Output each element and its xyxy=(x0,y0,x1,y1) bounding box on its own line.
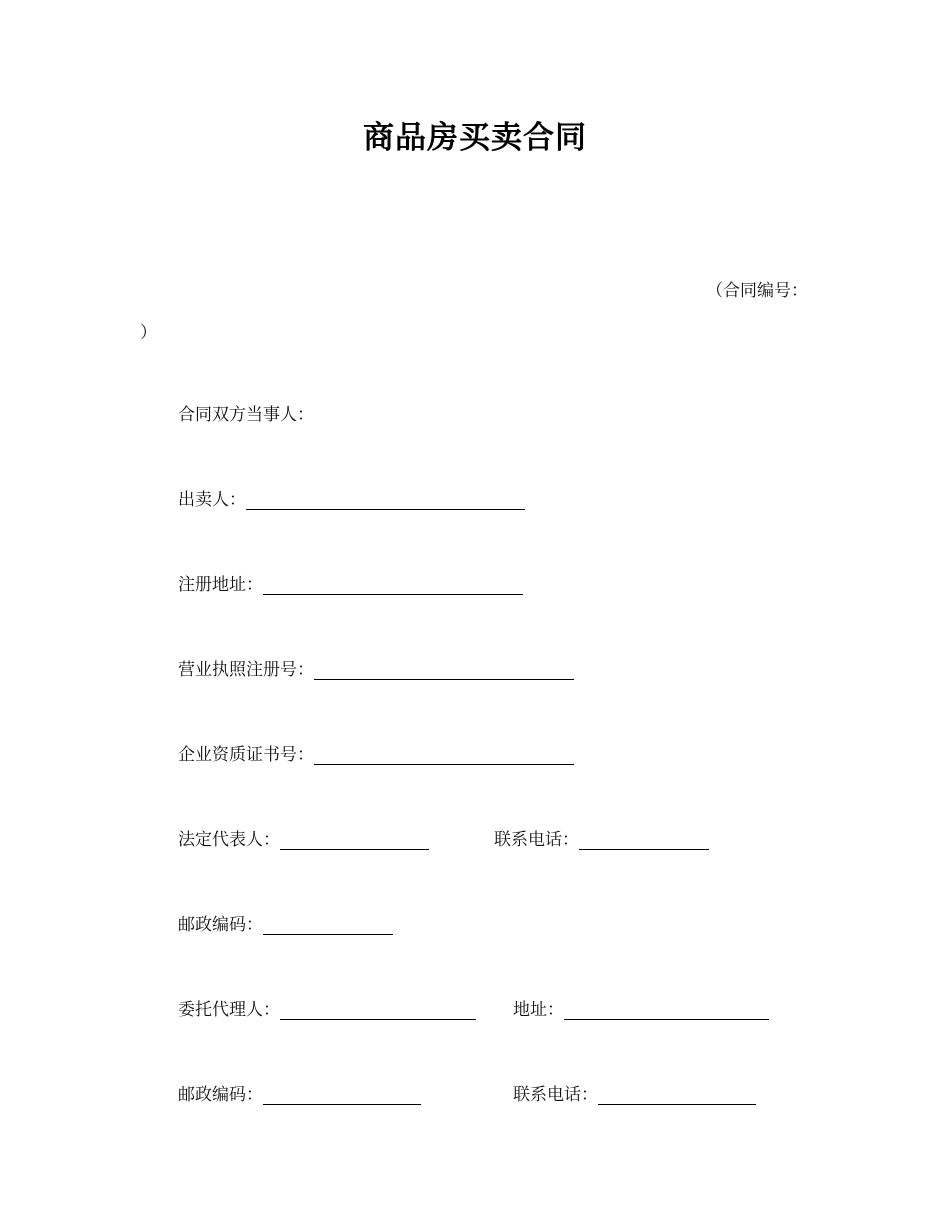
address-row xyxy=(513,999,769,1021)
document-title: 商品房买卖合同 xyxy=(363,120,587,156)
phone-2-blank[interactable] xyxy=(598,1084,756,1105)
postal-code-1-row xyxy=(178,914,393,936)
business-license-blank[interactable] xyxy=(314,659,574,680)
phone-2-label: 联系电话： xyxy=(513,1085,598,1105)
postal-code-2-blank[interactable] xyxy=(263,1084,421,1105)
address-blank[interactable] xyxy=(564,999,769,1020)
qualification-cert-label: 企业资质证书号： xyxy=(178,745,314,765)
postal-code-1-label: 邮政编码： xyxy=(178,915,263,935)
business-license-label: 营业执照注册号： xyxy=(178,660,314,680)
seller-blank[interactable] xyxy=(246,489,525,510)
agent-label: 委托代理人： xyxy=(178,1000,280,1020)
contract-number-label: （合同编号： xyxy=(706,281,808,301)
phone-1-row xyxy=(494,829,709,851)
contract-number-close: ） xyxy=(140,323,157,343)
seller-row xyxy=(178,489,525,511)
legal-representative-label: 法定代表人： xyxy=(178,830,280,850)
agent-row xyxy=(178,999,476,1021)
legal-representative-blank[interactable] xyxy=(280,829,429,850)
business-license-row xyxy=(178,659,574,681)
agent-blank[interactable] xyxy=(280,999,476,1020)
postal-code-2-row xyxy=(178,1084,421,1106)
registered-address-row xyxy=(178,574,523,596)
registered-address-label: 注册地址： xyxy=(178,575,263,595)
legal-representative-row xyxy=(178,829,429,851)
phone-1-blank[interactable] xyxy=(579,829,709,850)
registered-address-blank[interactable] xyxy=(263,574,523,595)
seller-label: 出卖人： xyxy=(178,490,246,510)
qualification-cert-row xyxy=(178,744,574,766)
qualification-cert-blank[interactable] xyxy=(314,744,574,765)
postal-code-2-label: 邮政编码： xyxy=(178,1085,263,1105)
parties-heading xyxy=(178,404,314,426)
parties-heading-text: 合同双方当事人： xyxy=(178,405,314,425)
address-label: 地址： xyxy=(513,1000,564,1020)
phone-1-label: 联系电话： xyxy=(494,830,579,850)
phone-2-row xyxy=(513,1084,756,1106)
postal-code-1-blank[interactable] xyxy=(263,914,393,935)
